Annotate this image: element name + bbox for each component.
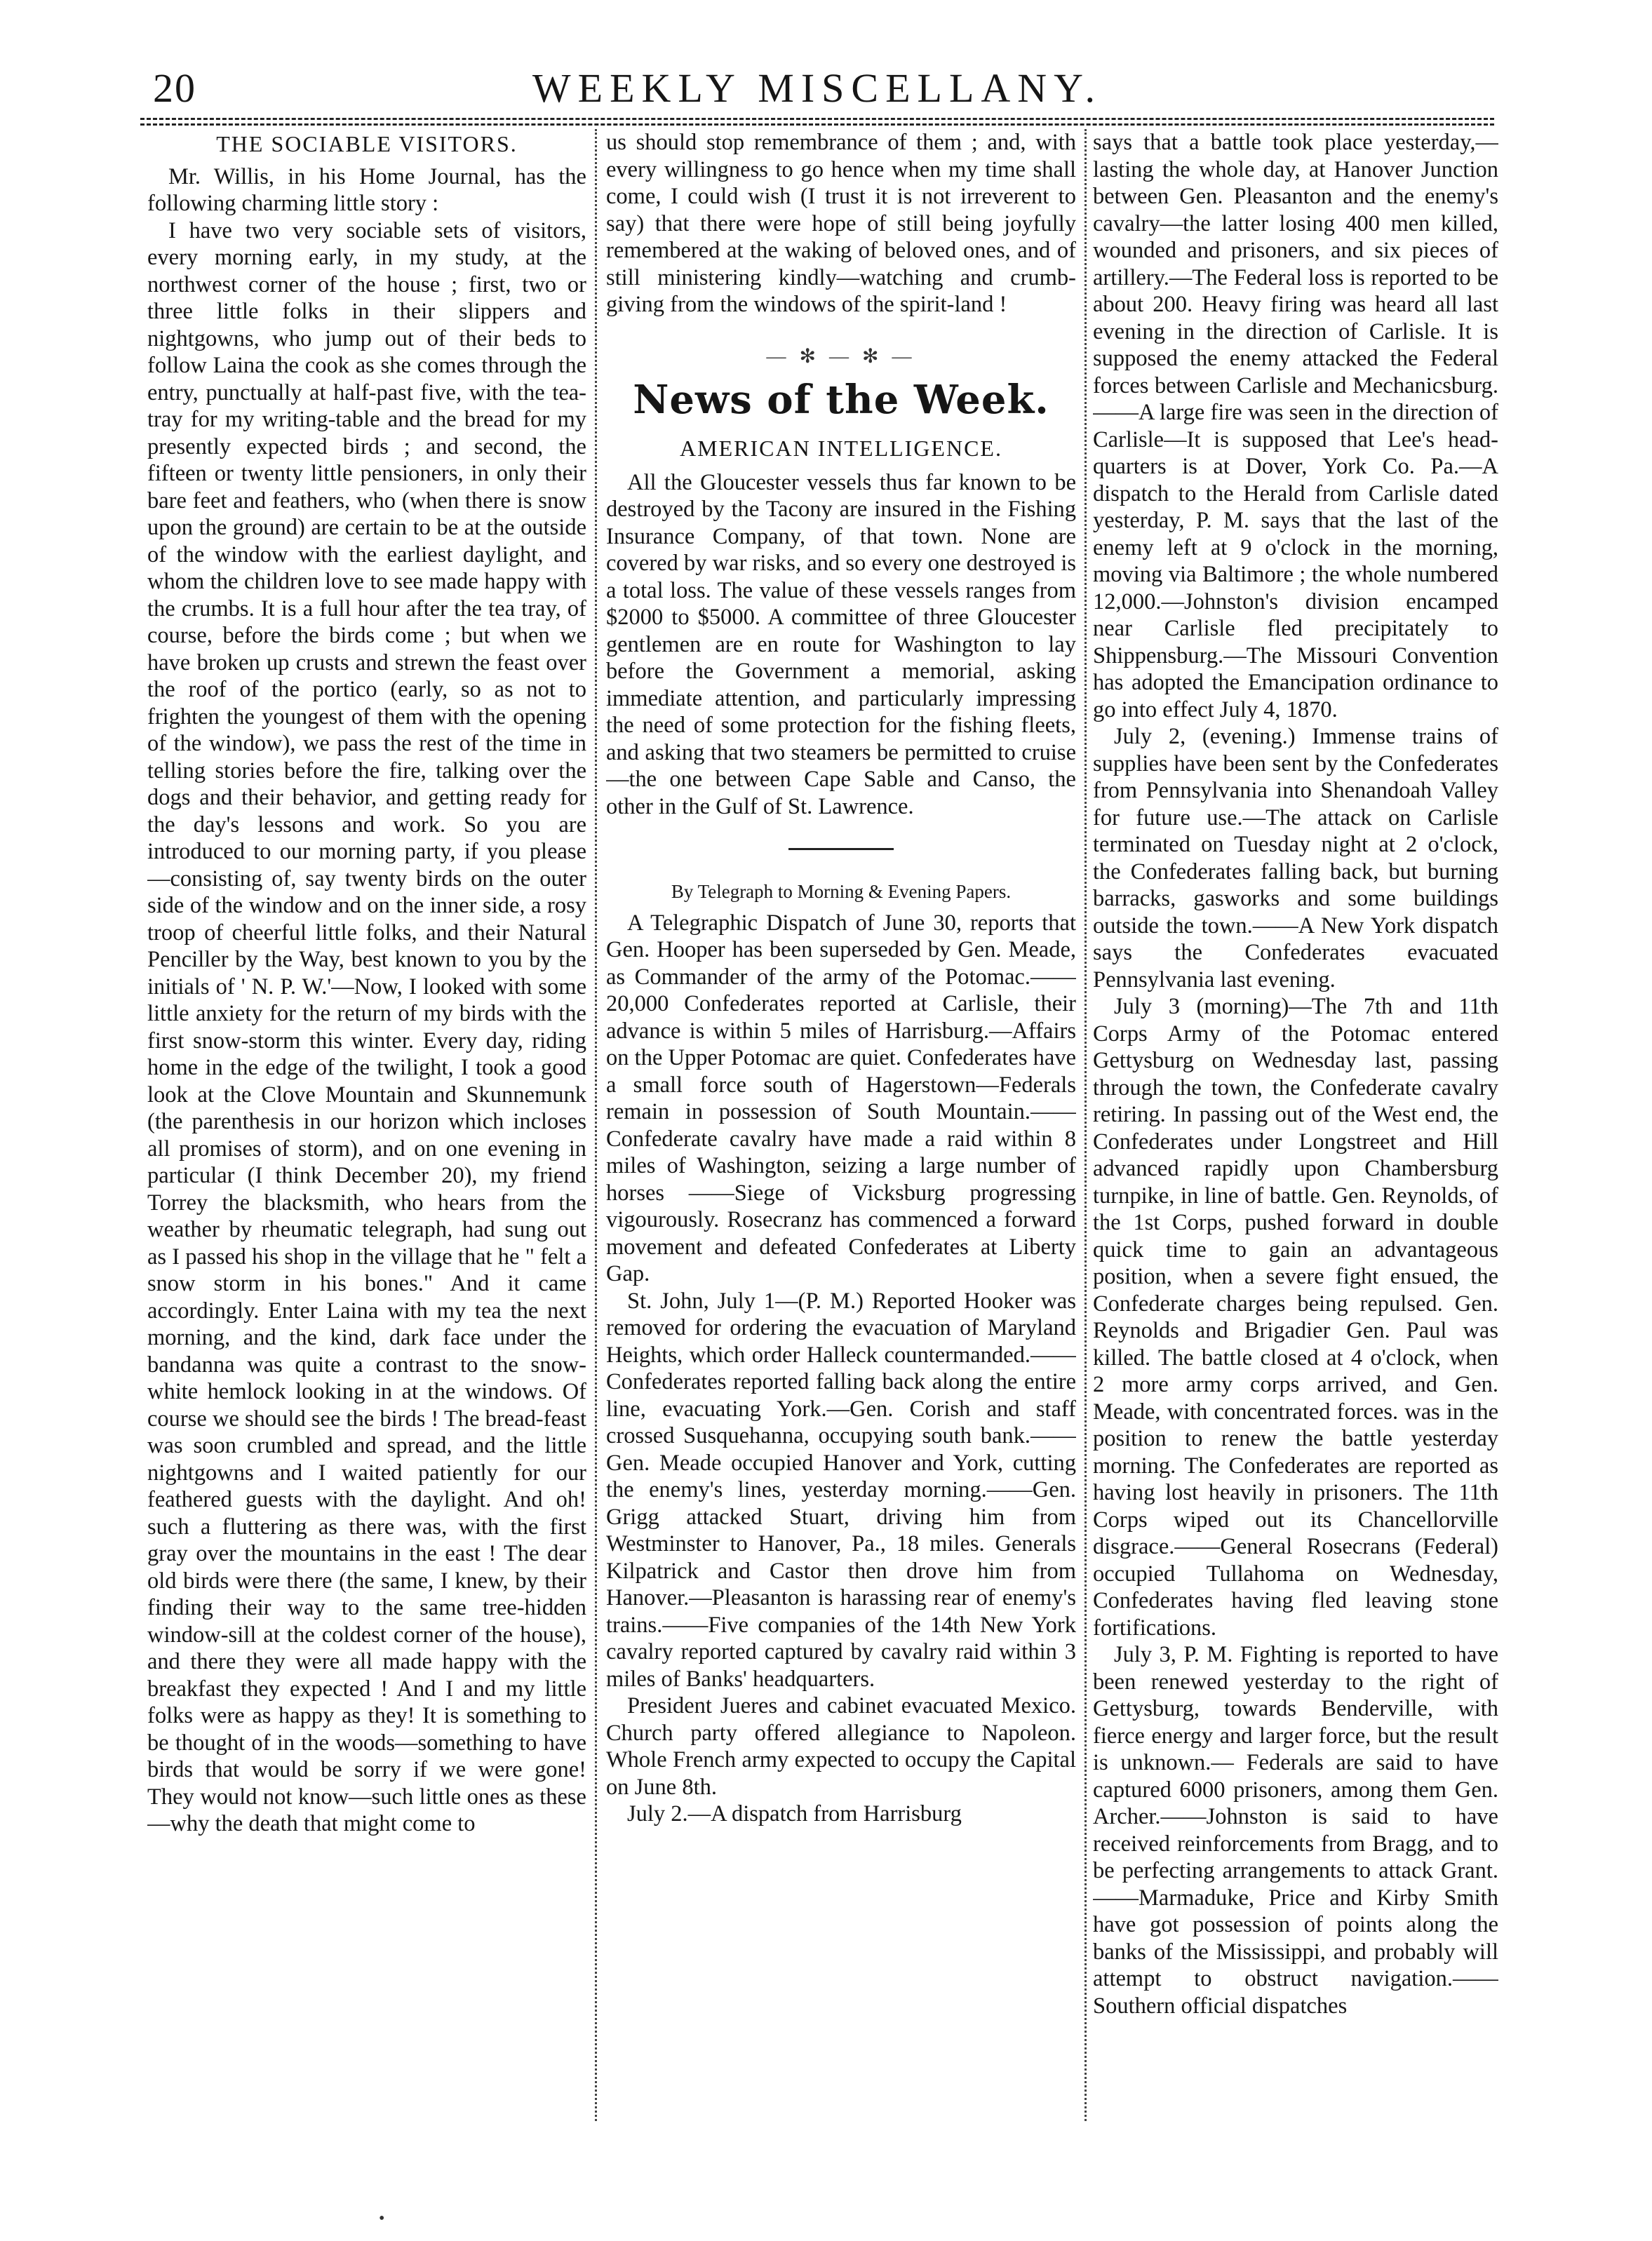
column-1 [147,129,586,2121]
print-speck: • [379,2209,385,2228]
column-2 [606,129,1076,2121]
article-continuation: us should stop remembrance of them ; and, with every willingness to go hence when my time shall come, I could wish (I trust it is not irreverent to say) that there were hope of still being joyfully remembered at the waking of beloved ones, and of still ministering kindly—watching and crumb-giving from the windows of the spirit-land ! [606,130,1076,317]
page-number: 20 [153,65,196,111]
article-paragraph: I have two very sociable sets of visitors, every morning early, in my study, at the northwest corner of the house ; first, two or three little folks in their slippers and nightgowns, who jump out of their beds to follow Laina the cook as she comes through the entry, punctually at half-past five, with the tea-tray for my writing-table and the bread for my presently expected birds ; and second, the fifteen or twenty little pensioners, in only their bare feet and feathers, who (when there is snow upon the ground) are certain to be at the outside of the window with the earliest daylight, and whom the children love to see made happy with the crumbs. It is a full hour after the tea tray, of course, before the birds come ; but when we have broken up crusts and strewn the feast over the roof of the portico (early, so as not to frighten the youngest of them with the opening of the window), we pass the rest of the time in telling stories before the fire, talking over the dogs and their behavior, and getting ready for the day's lessons and work. So you are introduced to our morning party, if you please—consisting of, say twenty birds on the outer side of the window and on the inner side, a rosy troop of cheerful little folks, and their Natural Penciller by the Way, best known to you by the initials of ' N. P. W.'—Now, I looked with some little anxiety for the return of my birds with the first snow-storm this winter. Every day, riding home in the edge of the twilight, I took a good look at the Clove Mountain and Skunnemunk (the parenthesis in our horizon which incloses all promises of storm), and on one evening in particular (I think December 20), my friend Torrey the blacksmith, who hears from the weather by rheumatic telegraph, had sung out as I passed his shop in the village that he " felt a snow storm in his bones." And it came accordingly. Enter Laina with my tea the next morning, and the kind, dark face under the bandanna was quite a contrast to the snow-white hemlock looking in at the windows. Of course we should see the birds ! The bread-feast was soon crumbled and spread, and the little nightgowns and I waited patiently for our feathered guests with the daylight. And oh! such a fluttering as there was, with the first gray over the mountains in the east ! The dear old birds were there (the same, I knew, by their finding their way to the same tree-hidden window-sill at the coldest corner of the house), and there they were all made happy with the breakfast they expected ! And I and my little folks were as happy as they! It is something to be thought of in the woods—something to have birds that would be sorry if we were gone! They would not know—such little ones as these—why the death that might come to [147,217,586,1836]
column-divider [595,129,597,2121]
masthead-title: WEEKLY MISCELLANY. [532,65,1103,111]
column-3 [1093,129,1498,2121]
news-heading: News of the Week. [633,377,1049,423]
ornament-divider: — ✻ — ✻ — [766,345,916,368]
header-rule-bottom [140,123,1494,126]
news-paragraph: July 3 (morning)—The 7th and 11th Corps Army of the Potomac entered Gettysburg on Wednesday last, passing through the town, the Confederate cavalry retiring. In passing out of the West end, the Confederates under Longstreet and Hill advanced rapidly upon Chambersburg turnpike, in line of battle. Gen. Reynolds, of the 1st Corps, pushed forward in double quick time to gain an advantageous position, when a severe fight ensued, the Confederate charges being repulsed. Gen. Reynolds and Brigadier Gen. Paul was killed. The battle closed at 4 o'clock, when 2 more army corps arrived, and Gen. Meade, with concentrated forces. was in the position to renew the battle yesterday morning. The Confederates are reported as having lost heavily in prisoners. The 11th Corps wiped out its Chancellorville disgrace.——General Rosecrans (Federal) occupied Tullahoma on Wednesday, Confederates having fled leaving stone fortifications. [1093,994,1498,1641]
section-title: AMERICAN INTELLIGENCE. [680,436,1002,461]
news-paragraph: President Jueres and cabinet evacuated Mexico. Church party offered allegiance to Napoleon. Whole French army expected to occupy the Capital on June 8th. [606,1693,1076,1800]
section-rule [788,848,894,850]
news-paragraph: A Telegraphic Dispatch of June 30, reports that Gen. Hooper has been superseded by Gen. Meade, as Commander of the army of the Potomac.——20,000 Confederates reported at Carlisle, their advance is within 5 miles of Harrisburg.—Affairs on the Upper Potomac are quiet. Confederates have a small force south of Hagerstown—Federals remain in possession of South Mountain.——Confederate cavalry have made a raid within 8 miles of Washington, seizing a large number of horses ——Siege of Vicksburg progressing vigourously. Rosecranz has commenced a forward movement and defeated Confederates at Liberty Gap. [606,910,1076,1286]
news-paragraph: St. John, July 1—(P. M.) Reported Hooker was removed for ordering the evacuation of Maryland Heights, which order Halleck countermanded.——Confederates reported falling back along the entire line, evacuating York.—Gen. Corish and staff crossed Susquehanna, occupying south bank.——Gen. Meade occupied Hanover and York, cutting the enemy's lines, yesterday morning.——Gen. Grigg attacked Stuart, driving him from Westminster to Hanover, Pa., 18 miles. Generals Kilpatrick and Castor then drove him from Hanover.—Pleasanton is harassing rear of enemy's trains.——Five companies of the 14th New York cavalry reported captured by cavalry raid within 3 miles of Banks' headquarters. [606,1288,1076,1692]
column-divider [1084,129,1087,2121]
telegraph-heading: By Telegraph to Morning & Evening Papers. [671,881,1012,902]
header-rule-top [140,118,1494,120]
article-title: THE SOCIABLE VISITORS. [216,131,518,156]
page-header [140,65,1494,121]
news-paragraph: July 2, (evening.) Immense trains of supplies have been sent by the Confederates from Pennsylvania into Shenandoah Valley for future use.—The attack on Carlisle terminated on Tuesday night at 2 o'clock, the Confederates falling back, but burning barracks, gasworks and some buildings outside the town.——A New York dispatch says the Confederates evacuated Pennsylvania last evening. [1093,724,1498,992]
news-paragraph: July 2.—A dispatch from Harrisburg [627,1801,962,1826]
article-paragraph: Mr. Willis, in his Home Journal, has the following charming little story : [147,163,586,216]
article-paragraph: All the Gloucester vessels thus far known to be destroyed by the Tacony are insured in the Fishing Insurance Company, of that town. None are covered by war risks, and so every one destroyed is a total loss. The value of these vessels ranges from $2000 to $5000. A committee of three Gloucester gentlemen are en route for Washington to lay before the Government a memorial, asking immediate attention, and particularly impressing the need of some protection for the fishing fleets, and asking that two steamers be permitted to cruise—the one between Cape Sable and Canso, the other in the Gulf of St. Lawrence. [606,469,1076,819]
news-paragraph: says that a battle took place yesterday,—lasting the whole day, at Hanover Junction between Gen. Pleasanton and the enemy's cavalry—the latter losing 400 men killed, wounded and prisoners, and six pieces of artillery.—The Federal loss is reported to be about 200. Heavy firing was heard all last evening in the direction of Carlisle. It is supposed the enemy attacked the Federal forces between Carlisle and Mechanicsburg.——A large fire was seen in the direction of Carlisle—It is supposed that Lee's head-quarters is at Dover, York Co. Pa.—A dispatch to the Herald from Carlisle dated yesterday, P. M. says that the last of the enemy left at 9 o'clock in the morning, moving via Baltimore ; the whole numbered 12,000.—Johnston's division encamped near Carlisle fled precipitately to Shippensburg.—The Missouri Convention has adopted the Emancipation ordinance to go into effect July 4, 1870. [1093,130,1498,722]
news-paragraph: July 3, P. M. Fighting is reported to have been renewed yesterday to the right of Gettysburg, towards Benderville, with fierce energy and larger force, but the result is unknown.— Federals are said to have captured 6000 prisoners, among them Gen. Archer.——Johnston is said to have received reinforcements from Bragg, and to be perfecting arrangements to attack Grant.——Marmaduke, Price and Kirby Smith have got possession of points along the banks of the Mississippi, and probably will attempt to obstruct navigation.——Southern official dispatches [1093,1642,1498,2019]
